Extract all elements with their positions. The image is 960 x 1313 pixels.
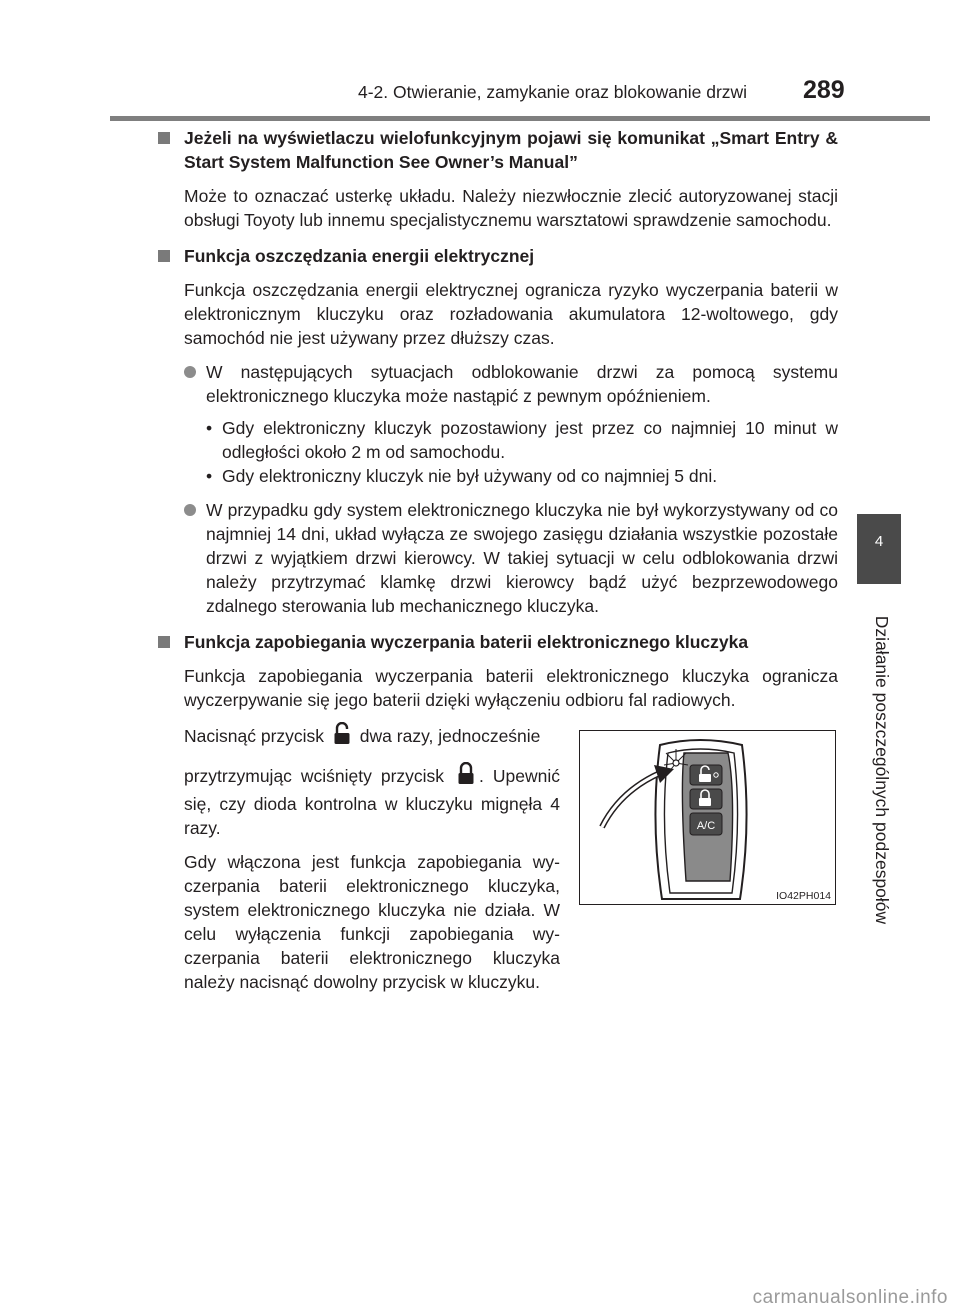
- section-body: Może to oznaczać usterkę układu. Należy niezwłocznie zlecić autoryzowanej stacji obsługi Toyoty lub innemu specjalistycznemu warsztatowi sprawdzenie samochodu.: [184, 186, 838, 230]
- ac-button-label: A/C: [696, 820, 716, 832]
- key-fob-drawing: [580, 731, 835, 904]
- circle-bullet-icon: [184, 504, 196, 516]
- section-heading: Funkcja oszczędzania energii elektrycznej: [158, 244, 838, 268]
- figure-code: IO42PH014: [776, 890, 831, 902]
- instruction-text: [184, 722, 560, 994]
- section-heading: Funkcja zapobiegania wyczerpania baterii elektronicznego kluczyka: [158, 630, 838, 654]
- section-body: Funkcja oszczędzania energii elektrycznej ogranicza ryzyko wyczerpania baterii w elektronicznym kluczyku oraz rozładowania akumulatora 12-woltowego, gdy samochód nie jest używany przez dłuższy czas.: [184, 280, 838, 348]
- section-title: 4-2. Otwieranie, zamykanie oraz blokowanie drzwi: [358, 82, 748, 102]
- page-content: [158, 126, 838, 1004]
- chapter-number: 4: [874, 533, 884, 550]
- instruction-paragraph: przytrzymując wciśnięty przycisk . Upewnić się, czy dioda kontrolna w kluczyku mignęła 4 razy.: [184, 762, 560, 840]
- section-heading: Jeżeli na wyświetlaczu wielofunkcyjnym pojawi się komunikat „Smart Entry & Start System Malfunction See Owner’s Manual”: [158, 126, 838, 174]
- unlock-icon: [333, 722, 351, 752]
- square-bullet-icon: [158, 250, 170, 262]
- page-header: [110, 70, 930, 121]
- lock-icon: [457, 762, 475, 792]
- instruction-paragraph: Gdy włączona jest funkcja zapobiegania wyczerpania baterii elektronicznego kluczyka, system elektronicznego kluczyka nie działa. W celu wyłączenia funkcji zapobiegania wyczerpania baterii elektronicznego kluczyka należy nacisnąć dowolny przycisk w kluczyku.: [184, 852, 560, 992]
- sub-bullet-mark: •: [206, 418, 213, 438]
- watermark[interactable]: carmanualsonline.info: [752, 1287, 948, 1308]
- circle-bullet-icon: [184, 366, 196, 378]
- sub-list-item: • Gdy elektroniczny kluczyk nie był używany od co najmniej 5 dni.: [206, 466, 718, 486]
- list-item: W następujących sytuacjach odblokowanie drzwi za pomocą systemu elektronicznego kluczyka może nastąpić z pewnym opóźnieniem.: [158, 360, 838, 408]
- sub-bullet-mark: •: [206, 466, 213, 486]
- section-body: Funkcja zapobiegania wyczerpania baterii elektronicznego kluczyka ogranicza wyczerpywanie się jego baterii dzięki wyłączeniu odbioru fal radiowych.: [184, 666, 838, 710]
- sub-list-item: • Gdy elektroniczny kluczyk pozostawiony jest przez co najmniej 10 minut w odległości około 2 m od samochodu.: [206, 418, 838, 462]
- key-fob-illustration: [579, 730, 836, 905]
- square-bullet-icon: [158, 132, 170, 144]
- chapter-caption: Działanie poszczególnych podzespołów: [872, 615, 892, 925]
- instruction-block: [158, 722, 838, 994]
- instruction-paragraph: Nacisnąć przycisk dwa razy, jednocześnie: [184, 722, 560, 752]
- page-number: 289: [803, 76, 845, 104]
- square-bullet-icon: [158, 636, 170, 648]
- list-item: W przypadku gdy system elektronicznego kluczyka nie był wykorzystywany od co najmniej 14 dni, układ wyłącza ze swojego zasięgu działania wszystkie pozostałe drzwi z wyjątkiem drzwi kierowcy. W takiej sytuacji w celu odblokowania drzwi należy przytrzymać klamkę drzwi kierowcy bądź użyć bezprzewodowego zdalnego sterowania lub mechanicznego kluczyka.: [158, 498, 838, 618]
